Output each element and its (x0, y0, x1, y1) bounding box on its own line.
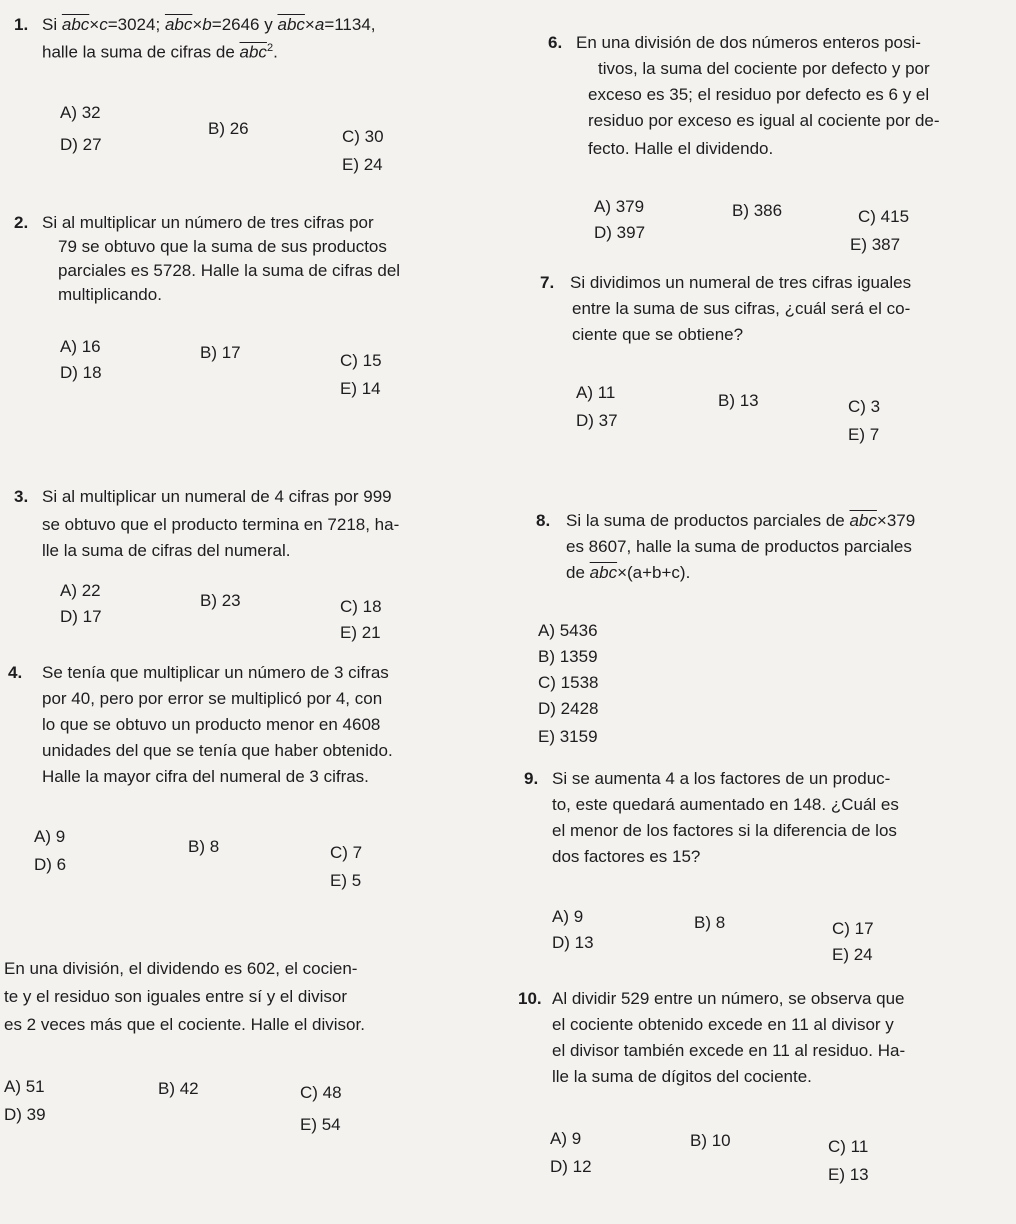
text: . (273, 42, 278, 62)
text: ×379 (876, 511, 916, 530)
question-text-line: Halle la mayor cifra del numeral de 3 cifras. (42, 767, 369, 786)
question-text-line: lo que se obtuvo un producto menor en 4608 (42, 715, 381, 734)
option-a[interactable]: A) 16 (60, 337, 101, 356)
option-d[interactable]: D) 39 (4, 1105, 46, 1124)
question-number: 7. (540, 273, 555, 292)
option-a[interactable]: A) 22 (60, 581, 101, 600)
option-d[interactable]: D) 397 (594, 223, 646, 242)
option-d[interactable]: D) 6 (34, 855, 67, 874)
question-text-line: dos factores es 15? (552, 847, 701, 866)
option-a[interactable]: A) 9 (550, 1129, 582, 1148)
option-a[interactable]: A) 379 (594, 197, 645, 216)
numeral-abc: $\overline{abc}$ (277, 15, 305, 34)
numeral-abc: $\overline{abc}$ (164, 15, 193, 34)
question-text-line: el menor de los factores si la diferencia de los (552, 821, 897, 840)
question-text-line: Si se aumenta 4 a los factores de un produc- (552, 769, 891, 788)
question-text-line: ciente que se obtiene? (572, 325, 744, 344)
question-text-line: parciales es 5728. Halle la suma de cifras del (58, 261, 401, 280)
question-text-line: En una división, el dividendo es 602, el cocien- (4, 959, 358, 978)
var-b: b (202, 15, 212, 34)
numeral-abc: $\overline{abc}$ (239, 42, 267, 62)
question-text-line: residuo por exceso es igual al cociente por de- (588, 111, 940, 130)
question-number: 9. (524, 769, 539, 788)
equation-value: =2646 (211, 15, 260, 34)
option-b[interactable]: B) 1359 (538, 647, 598, 666)
var-a: a (314, 15, 325, 34)
option-b[interactable]: B) 386 (732, 201, 783, 220)
question-number: 2. (14, 213, 29, 232)
option-c[interactable]: C) 3 (848, 397, 881, 416)
question-text-line (566, 510, 915, 532)
question-text-line: 79 se obtuvo que la suma de sus productos (58, 237, 387, 256)
question-number: 10. (518, 989, 542, 1008)
times-sign: × (304, 15, 315, 34)
question-text-line: Al dividir 529 entre un número, se observa que (552, 989, 905, 1008)
question-text-line: Se tenía que multiplicar un número de 3 cifras (42, 663, 389, 682)
option-b[interactable]: B) 23 (200, 591, 241, 610)
option-a[interactable]: A) 51 (4, 1077, 45, 1096)
question-text-line (566, 562, 690, 584)
question-text-line: fecto. Halle el dividendo. (588, 139, 774, 158)
question-text-line: Si al multiplicar un número de tres cifras por (42, 213, 374, 232)
option-d[interactable]: D) 37 (576, 411, 618, 430)
numeral-abc: $\overline{abc}$ (849, 511, 877, 530)
question-number: 1. (14, 15, 29, 34)
option-e[interactable]: E) 3159 (538, 727, 598, 746)
option-d[interactable]: D) 12 (550, 1157, 592, 1176)
option-a[interactable]: A) 32 (60, 103, 101, 122)
option-e[interactable]: E) 21 (340, 623, 381, 642)
question-text-line (42, 14, 376, 36)
option-b[interactable]: B) 10 (690, 1131, 731, 1150)
question-text-line: to, este quedará aumentado en 148. ¿Cuál es (552, 795, 899, 814)
option-d[interactable]: D) 13 (552, 933, 594, 952)
question-text-line: por 40, pero por error se multiplicó por 4, con (42, 689, 383, 708)
option-d[interactable]: D) 27 (60, 135, 102, 154)
option-c[interactable]: C) 415 (858, 207, 910, 226)
option-a[interactable]: A) 5436 (538, 621, 598, 640)
equation-value: =3024; (107, 15, 161, 34)
option-e[interactable]: E) 13 (828, 1165, 869, 1184)
text: halle la suma de cifras de (42, 42, 235, 62)
question-text-line: es 2 veces más que el cociente. Halle el divisor. (4, 1015, 365, 1034)
text: de (566, 563, 585, 582)
text: ×(a+b+c). (617, 563, 691, 582)
option-e[interactable]: E) 387 (850, 235, 901, 254)
option-b[interactable]: B) 26 (208, 119, 249, 138)
question-text-line: Si dividimos un numeral de tres cifras iguales (570, 273, 912, 292)
option-b[interactable]: B) 8 (188, 837, 220, 856)
option-e[interactable]: E) 24 (832, 945, 873, 964)
equation-value: =1134, (324, 15, 376, 34)
option-a[interactable]: A) 9 (552, 907, 584, 926)
text: Si la suma de productos parciales de (566, 511, 845, 530)
text: y (264, 15, 273, 34)
question-text-line: el cociente obtenido excede en 11 al divisor y (552, 1015, 894, 1034)
option-b[interactable]: B) 13 (718, 391, 759, 410)
times-sign: × (192, 15, 203, 34)
question-text-line: lle la suma de dígitos del cociente. (552, 1067, 812, 1086)
option-d[interactable]: D) 2428 (538, 699, 599, 718)
question-text-line: unidades del que se tenía que haber obtenido. (42, 741, 393, 760)
times-sign: × (89, 15, 100, 34)
option-c[interactable]: C) 18 (340, 597, 382, 616)
question-text-line: es 8607, halle la suma de productos parciales (566, 537, 912, 556)
question-text-line: el divisor también excede en 11 al residuo. Ha- (552, 1041, 906, 1060)
option-b[interactable]: B) 17 (200, 343, 241, 362)
exponent: 2 (266, 42, 274, 54)
question-text-line: Si al multiplicar un numeral de 4 cifras por 999 (42, 487, 392, 506)
option-b[interactable]: B) 8 (694, 913, 726, 932)
numeral-abc: $\overline{abc}$ (589, 563, 618, 582)
question-text-line: se obtuvo que el producto termina en 7218, ha- (42, 515, 400, 534)
option-a[interactable]: A) 11 (576, 383, 616, 402)
option-d[interactable]: D) 17 (60, 607, 102, 626)
question-text-line: entre la suma de sus cifras, ¿cuál será el co- (572, 299, 911, 318)
question-text-line: te y el residuo son iguales entre sí y el divisor (4, 987, 348, 1006)
question-number: 8. (536, 511, 551, 530)
option-e[interactable]: E) 7 (848, 425, 880, 444)
option-c[interactable]: C) 7 (330, 843, 363, 862)
option-c[interactable]: C) 30 (342, 127, 384, 146)
option-c[interactable]: C) 15 (340, 351, 382, 370)
option-b[interactable]: B) 42 (158, 1079, 199, 1098)
option-c[interactable]: C) 1538 (538, 673, 599, 692)
option-d[interactable]: D) 18 (60, 363, 102, 382)
option-e[interactable]: E) 24 (342, 155, 383, 174)
question-text-line: En una división de dos números enteros posi- (576, 33, 921, 52)
question-text-line (42, 37, 278, 64)
option-a[interactable]: A) 9 (34, 827, 66, 846)
option-c[interactable]: C) 11 (828, 1137, 869, 1156)
option-e[interactable]: E) 14 (340, 379, 381, 398)
option-c[interactable]: C) 48 (300, 1083, 342, 1102)
option-e[interactable]: E) 5 (330, 871, 362, 890)
question-number: 4. (8, 663, 23, 682)
question-number: 3. (14, 487, 29, 506)
numeral-abc: $\overline{abc}$ (61, 15, 90, 34)
var-c: c (99, 15, 108, 34)
question-text-line: exceso es 35; el residuo por defecto es 6 y el (588, 85, 930, 104)
option-c[interactable]: C) 17 (832, 919, 874, 938)
option-e[interactable]: E) 54 (300, 1115, 341, 1134)
question-text-line: multiplicando. (58, 285, 162, 304)
question-text-line: tivos, la suma del cociente por defecto y por (598, 59, 930, 78)
text: Si (42, 15, 58, 34)
question-text-line: lle la suma de cifras del numeral. (42, 541, 291, 560)
question-number: 6. (548, 33, 563, 52)
